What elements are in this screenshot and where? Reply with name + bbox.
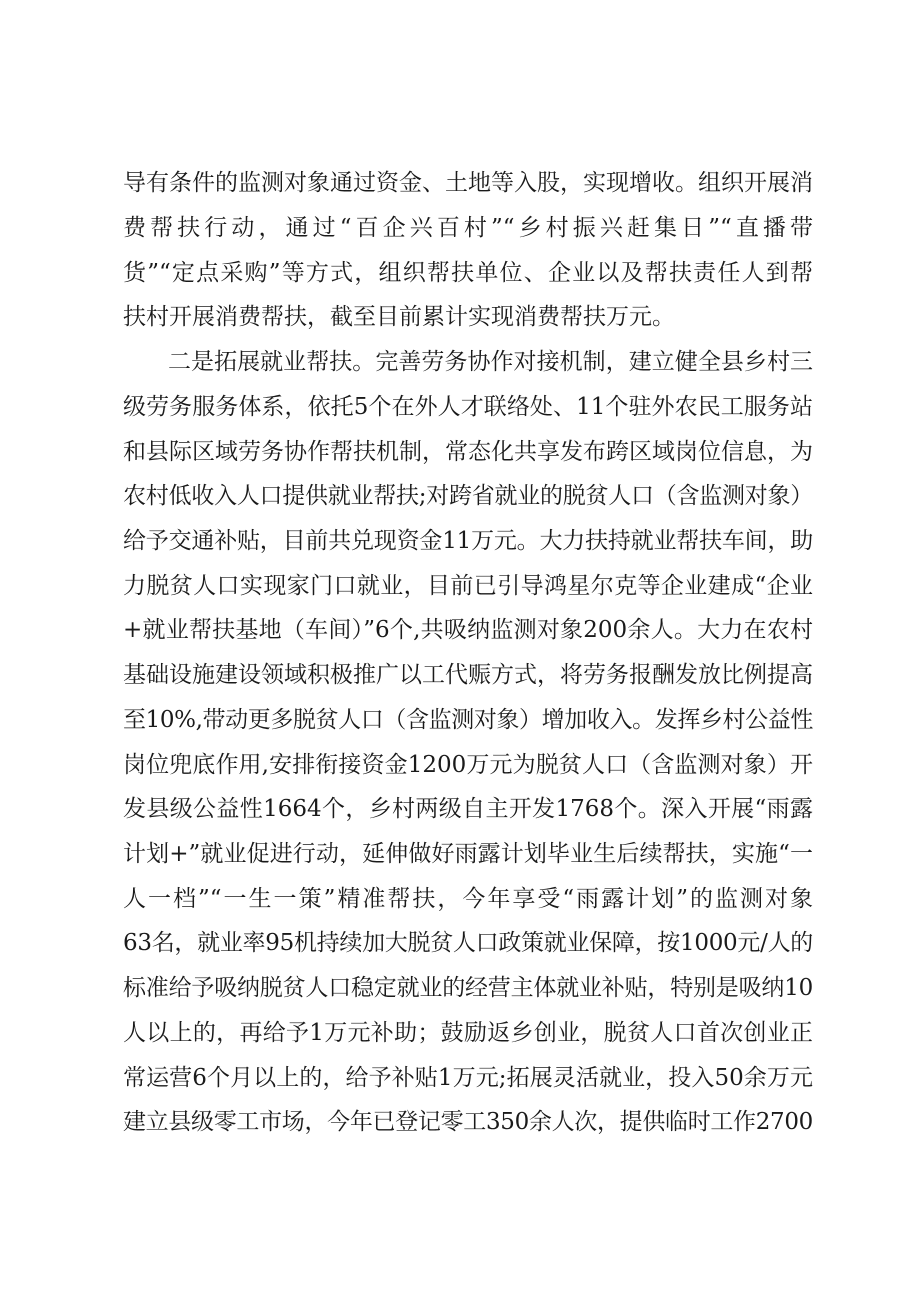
text-line: 岗位兜底作用,安排衔接资金1200万元为脱贫人口（含监测对象）开: [123, 752, 813, 778]
text-line: 级劳务服务体系，依托5个在外人才联络处、11个驻外农民工服务站: [123, 394, 813, 420]
text-line: 发县级公益性1664个，乡村两级自主开发1768个。深入开展“雨露: [123, 796, 813, 822]
text-line: 扶村开展消费帮扶，截至目前累计实现消费帮扶万元。: [123, 304, 675, 330]
text-line: 力脱贫人口实现家门口就业，目前已引导鸿星尔克等企业建成“企业: [123, 573, 813, 599]
text-line: 建立县级零工市场，今年已登记零工350余人次，提供临时工作2700: [123, 1109, 813, 1135]
text-line: 和县际区域劳务协作帮扶机制，常态化共享发布跨区域岗位信息，为: [123, 439, 813, 465]
text-line: +就业帮扶基地（车间）”6个,共吸纳监测对象200余人。大力在农村: [123, 617, 813, 643]
text-line: 导有条件的监测对象通过资金、土地等入股，实现增收。组织开展消: [123, 170, 813, 196]
text-line: 人以上的，再给予1万元补助；鼓励返乡创业，脱贫人口首次创业正: [123, 1020, 813, 1046]
text-line: 标准给予吸纳脱贫人口稳定就业的经营主体就业补贴，特别是吸纳10: [123, 975, 814, 1001]
text-line: 人一档”“一生一策”精准帮扶，今年享受“雨露计划”的监测对象: [123, 886, 813, 912]
text-line: 常运营6个月以上的，给予补贴1万元;拓展灵活就业，投入50余万元: [123, 1065, 813, 1091]
text-line: 基础设施建设领域积极推广以工代赈方式，将劳务报酬发放比例提高: [123, 662, 813, 688]
text-line: 至10%,带动更多脱贫人口（含监测对象）增加收入。发挥乡村公益性: [123, 707, 813, 733]
text-line: 货”“定点采购”等方式，组织帮扶单位、企业以及帮扶责任人到帮: [123, 260, 813, 286]
paragraph-first-line: 二是拓展就业帮扶。完善劳务协作对接机制，建立健全县乡村三: [168, 349, 813, 375]
text-line: 63名，就业率95机持续加大脱贫人口政策就业保障，按1000元/人的: [123, 930, 813, 956]
text-line: 费帮扶行动，通过“百企兴百村”“乡村振兴赶集日”“直播带: [123, 215, 813, 241]
text-line: 计划+”就业促进行动，延伸做好雨露计划毕业生后续帮扶，实施“一: [123, 841, 813, 867]
text-line: 农村低收入人口提供就业帮扶;对跨省就业的脱贫人口（含监测对象）: [123, 483, 813, 509]
text-line: 给予交通补贴，目前共兑现资金11万元。大力扶持就业帮扶车间，助: [123, 528, 814, 554]
